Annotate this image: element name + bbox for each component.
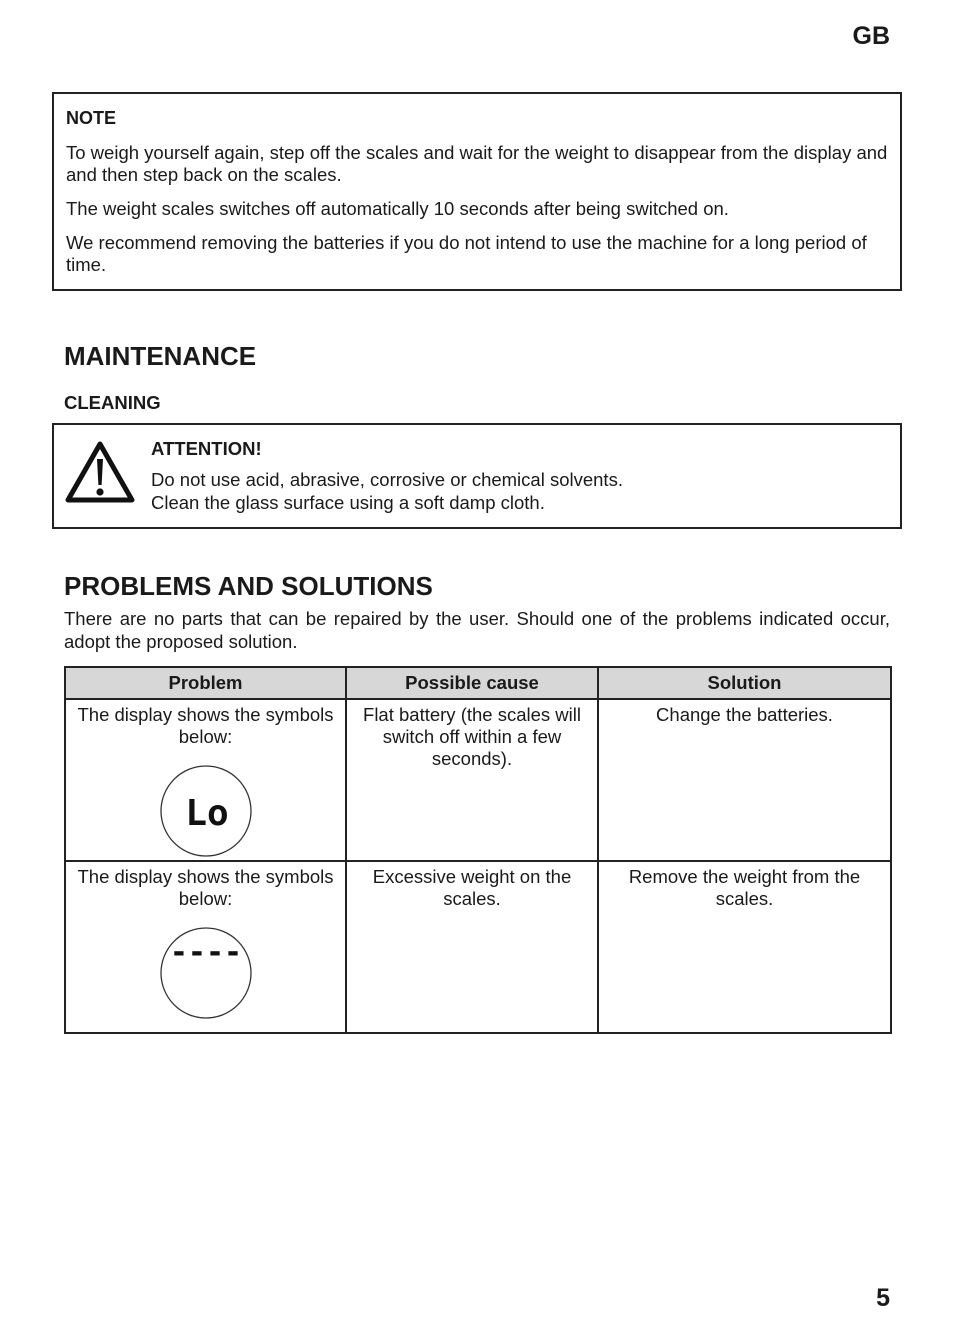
display-symbol-dashes: ----	[169, 935, 242, 970]
attention-box	[52, 423, 902, 529]
note-paragraph: To weigh yourself again, step off the scales and wait for the weight to disappear from the display and and then step back on the scales.	[66, 142, 888, 185]
table-header-row	[65, 667, 891, 699]
problem-cell	[65, 861, 346, 1033]
display-overload-icon	[159, 926, 253, 1020]
column-header-solution: Solution	[598, 667, 891, 699]
maintenance-heading: MAINTENANCE	[64, 341, 257, 371]
problems-intro: There are no parts that can be repaired by the user. Should one of the problems indicated occur, adopt the proposed solution.	[64, 608, 890, 652]
problem-text: The display shows the symbols below:	[77, 866, 334, 909]
note-paragraph: The weight scales switches off automatically 10 seconds after being switched on.	[66, 198, 729, 219]
problems-table	[64, 666, 892, 1034]
attention-line: Clean the glass surface using a soft damp cloth.	[151, 492, 545, 513]
cause-cell: Excessive weight on the scales.	[346, 861, 598, 1033]
note-title: NOTE	[66, 108, 117, 128]
language-code: GB	[852, 22, 890, 50]
problems-heading: PROBLEMS AND SOLUTIONS	[64, 571, 433, 601]
note-box	[52, 92, 902, 291]
warning-triangle-icon	[64, 439, 136, 505]
column-header-cause: Possible cause	[346, 667, 598, 699]
attention-line: Do not use acid, abrasive, corrosive or chemical solvents.	[151, 469, 623, 490]
page-number: 5	[876, 1284, 890, 1312]
solution-cell: Remove the weight from the scales.	[598, 861, 891, 1033]
cleaning-heading: CLEANING	[64, 392, 161, 413]
display-symbol-lo: Lo	[184, 793, 229, 834]
attention-text	[151, 438, 623, 514]
column-header-problem: Problem	[65, 667, 346, 699]
note-paragraph: We recommend removing the batteries if you do not intend to use the machine for a long period of time.	[66, 232, 867, 275]
attention-title: ATTENTION!	[151, 438, 262, 459]
cause-cell: Flat battery (the scales will switch off within a few seconds).	[346, 699, 598, 861]
table-row	[65, 699, 891, 861]
problem-cell	[65, 699, 346, 861]
problem-text: The display shows the symbols below:	[77, 704, 334, 747]
display-lo-icon	[159, 764, 253, 858]
solution-cell: Change the batteries.	[598, 699, 891, 861]
table-row	[65, 861, 891, 1033]
